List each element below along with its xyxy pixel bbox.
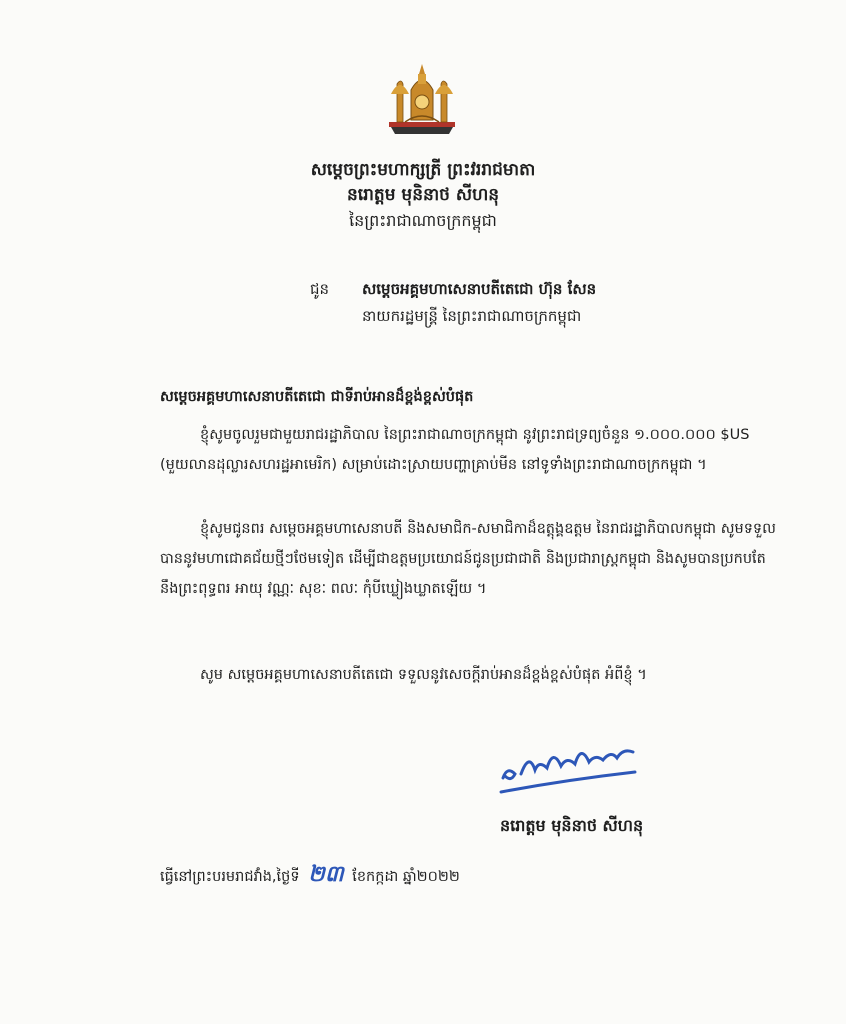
signer-name: នរោត្តម មុនិនាថ សីហនុ	[500, 816, 644, 835]
salutation: សម្តេចអគ្គមហាសេនាបតីតេជោ ជាទីរាប់អានដ៏ខ្ពង់ខ្ពស់បំផុត	[160, 389, 474, 405]
royal-coat-of-arms-icon	[381, 60, 463, 144]
paragraph-closing: សូម សម្តេចអគ្គមហាសេនាបតីតេជោ ទទួលនូវសេចក្តីរាប់អានដ៏ខ្ពង់ខ្ពស់បំផុត អំពីខ្ញុំ ។	[200, 667, 647, 683]
recipient-label: ជូន	[310, 280, 330, 298]
issuer-line-2: នរោត្តម មុនិនាថ សីហនុ	[346, 185, 500, 205]
paragraph-donation: ខ្ញុំសូមចូលរួមជាមួយរាជរដ្ឋាភិបាល នៃព្រះរាជាណាចក្រកម្ពុជា នូវព្រះរាជទ្រព្យចំនួន ១.០០០.០០០ $US (មួយលានដុល្លារសហរដ្ឋអាមេរិក) សម្រាប់ដោះស្រាយបញ្ហាគ្រាប់មីន នៅទូទាំងព្រះរាជាណាចក្រកម្ពុជា ។	[160, 427, 750, 473]
issuer-line-1: សម្តេចព្រះមហាក្សត្រី ព្រះវររាជមាតា	[310, 160, 536, 180]
recipient-title: នាយករដ្ឋមន្ត្រី នៃព្រះរាជាណាចក្រកម្ពុជា	[362, 307, 582, 325]
issuer-line-3: នៃព្រះរាជាណាចក្រកម្ពុជា	[349, 211, 497, 230]
date-day: ២៣	[308, 862, 344, 887]
date-line	[160, 860, 460, 892]
handwritten-signature-icon	[495, 730, 645, 800]
date-prefix: ធ្វើនៅព្រះបរមរាជវាំង,ថ្ងៃទី	[160, 869, 300, 885]
date-suffix: ខែកក្កដា ឆ្នាំ២០២២	[352, 869, 460, 885]
recipient-name: សម្តេចអគ្គមហាសេនាបតីតេជោ ហ៊ុន សែន	[362, 280, 597, 298]
paragraph-wishes: ខ្ញុំសូមជូនពរ សម្តេចអគ្គមហាសេនាបតី និងសមាជិក-សមាជិកាដ៏ឧត្តុង្គឧត្តម នៃរាជរដ្ឋាភិបាលកម្ពុជា សូមទទួលបាននូវមហាជោគជ័យថ្មីៗថែមទៀត ដើម្បីជាឧត្តមប្រយោជន៍ជូនប្រជាជាតិ និងប្រជារាស្ត្រកម្ពុជា និងសូមបានប្រកបតែនឹងព្រះពុទ្ធពរ អាយុ វណ្ណៈ សុខៈ ពលៈ កុំបីឃ្លៀងឃ្លាតឡើយ ។	[160, 521, 776, 597]
issuer-heading	[0, 158, 846, 233]
